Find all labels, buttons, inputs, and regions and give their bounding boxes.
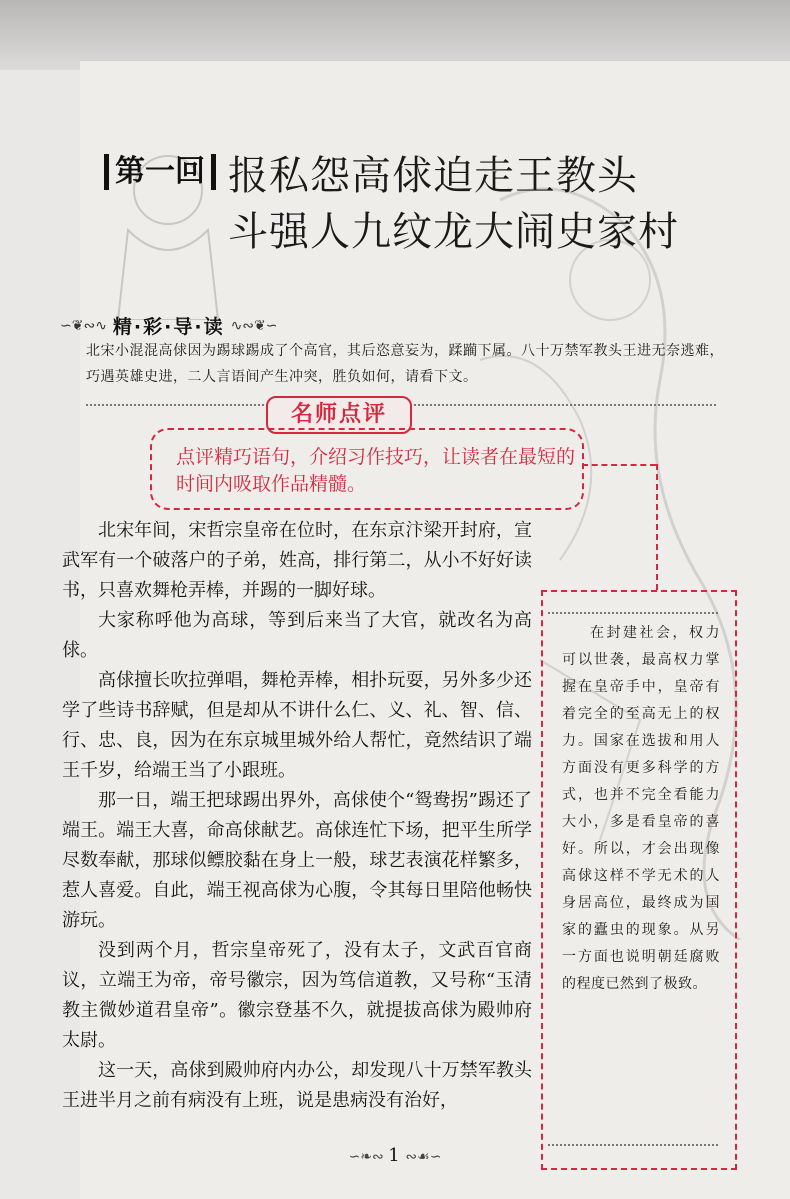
main-text [62, 516, 532, 1116]
paragraph: 没到两个月，哲宗皇帝死了，没有太子，文武百官商议，立端王为帝，帝号徽宗，因为笃信道教，又号称“玉清教主微妙道君皇帝”。徽宗登基不久，就提拔高俅为殿帅府太尉。 [62, 940, 532, 1051]
callout-connector [582, 464, 656, 466]
paragraph: 北宋年间，宋哲宗皇帝在位时，在东京汴梁开封府，宣武军有一个破落户的子弟，姓高，排行第二，从小不好好读书，只喜欢舞枪弄棒，并踢的一脚好球。 [62, 520, 532, 601]
teacher-comment-text: 点评精巧语句，介绍习作技巧，让读者在最短的时间内吸取作品精髓。 [176, 446, 576, 495]
footer-right-ornament-icon: ∾☙∽ [405, 1149, 442, 1165]
page-footer [0, 1145, 790, 1166]
reading-guide-label: 精·彩·导·读 [112, 316, 225, 338]
paragraph: 这一天，高俅到殿帅府内办公，却发现八十万禁军教头王进半月之前有病没有上班，说是患病没有治好， [62, 1060, 532, 1111]
chapter-title-line-1: 报私怨高俅迫走王教头 [228, 153, 638, 199]
margin-note-top-rule [548, 612, 718, 614]
chapter-title-line-2: 斗强人九纹龙大闹史家村 [228, 209, 679, 255]
paragraph: 高俅擅长吹拉弹唱，舞枪弄棒，相扑玩耍，另外多少还学了些诗书辞赋，但是却从不讲什么仁、义、礼、智、信、行、忠、良，因为在东京城里城外给人帮忙，竟然结识了端王千岁，给端王当了小跟班。 [62, 670, 532, 781]
left-ornament-icon: ∽❦∾∿ [60, 317, 107, 334]
background-figure-sketch [108, 120, 228, 320]
chapter-number: 第一回 [104, 154, 216, 190]
callout-connector-vertical [656, 464, 658, 590]
right-ornament-icon: ∿∾❦∽ [230, 317, 278, 334]
margin-note-text: 在封建社会，权力可以世袭，最高权力掌握在皇帝手中，皇帝有着完全的至高无上的权力。国家在选拔和用人方面没有更多科学的方式，也并不完全看能力大小，多是看皇帝的喜好。所以，才会出现像高俅这样不学无术的人身居高位，最终成为国家的蠹虫的现象。从另一方面也说明朝廷腐败的程度已然到了极致。 [562, 625, 720, 992]
reading-guide-text: 北宋小混混高俅因为踢球踢成了个高官，其后恣意妄为，蹂躏下属。八十万禁军教头王进无奈逃难，巧遇英雄史进，二人言语间产生冲突，胜负如何，请看下文。 [86, 343, 724, 385]
footer-left-ornament-icon: ∽❧∾ [348, 1149, 389, 1165]
paragraph: 大家称呼他为高球，等到后来当了大官，就改名为高俅。 [62, 610, 532, 661]
reading-guide-header [60, 312, 278, 339]
paragraph: 那一日，端王把球踢出界外，高俅使个“鸳鸯拐”踢还了端王。端王大喜，命高俅献艺。高俅连忙下场，把平生所学尽数奉献，那球似鳔胶黏在身上一般，球艺表演花样繁多，惹人喜爱。自此，端王视高俅为心腹，令其每日里陪他畅快游玩。 [62, 790, 532, 931]
page-number: 1 [388, 1145, 400, 1166]
teacher-comment-tag: 名师点评 [266, 396, 412, 434]
